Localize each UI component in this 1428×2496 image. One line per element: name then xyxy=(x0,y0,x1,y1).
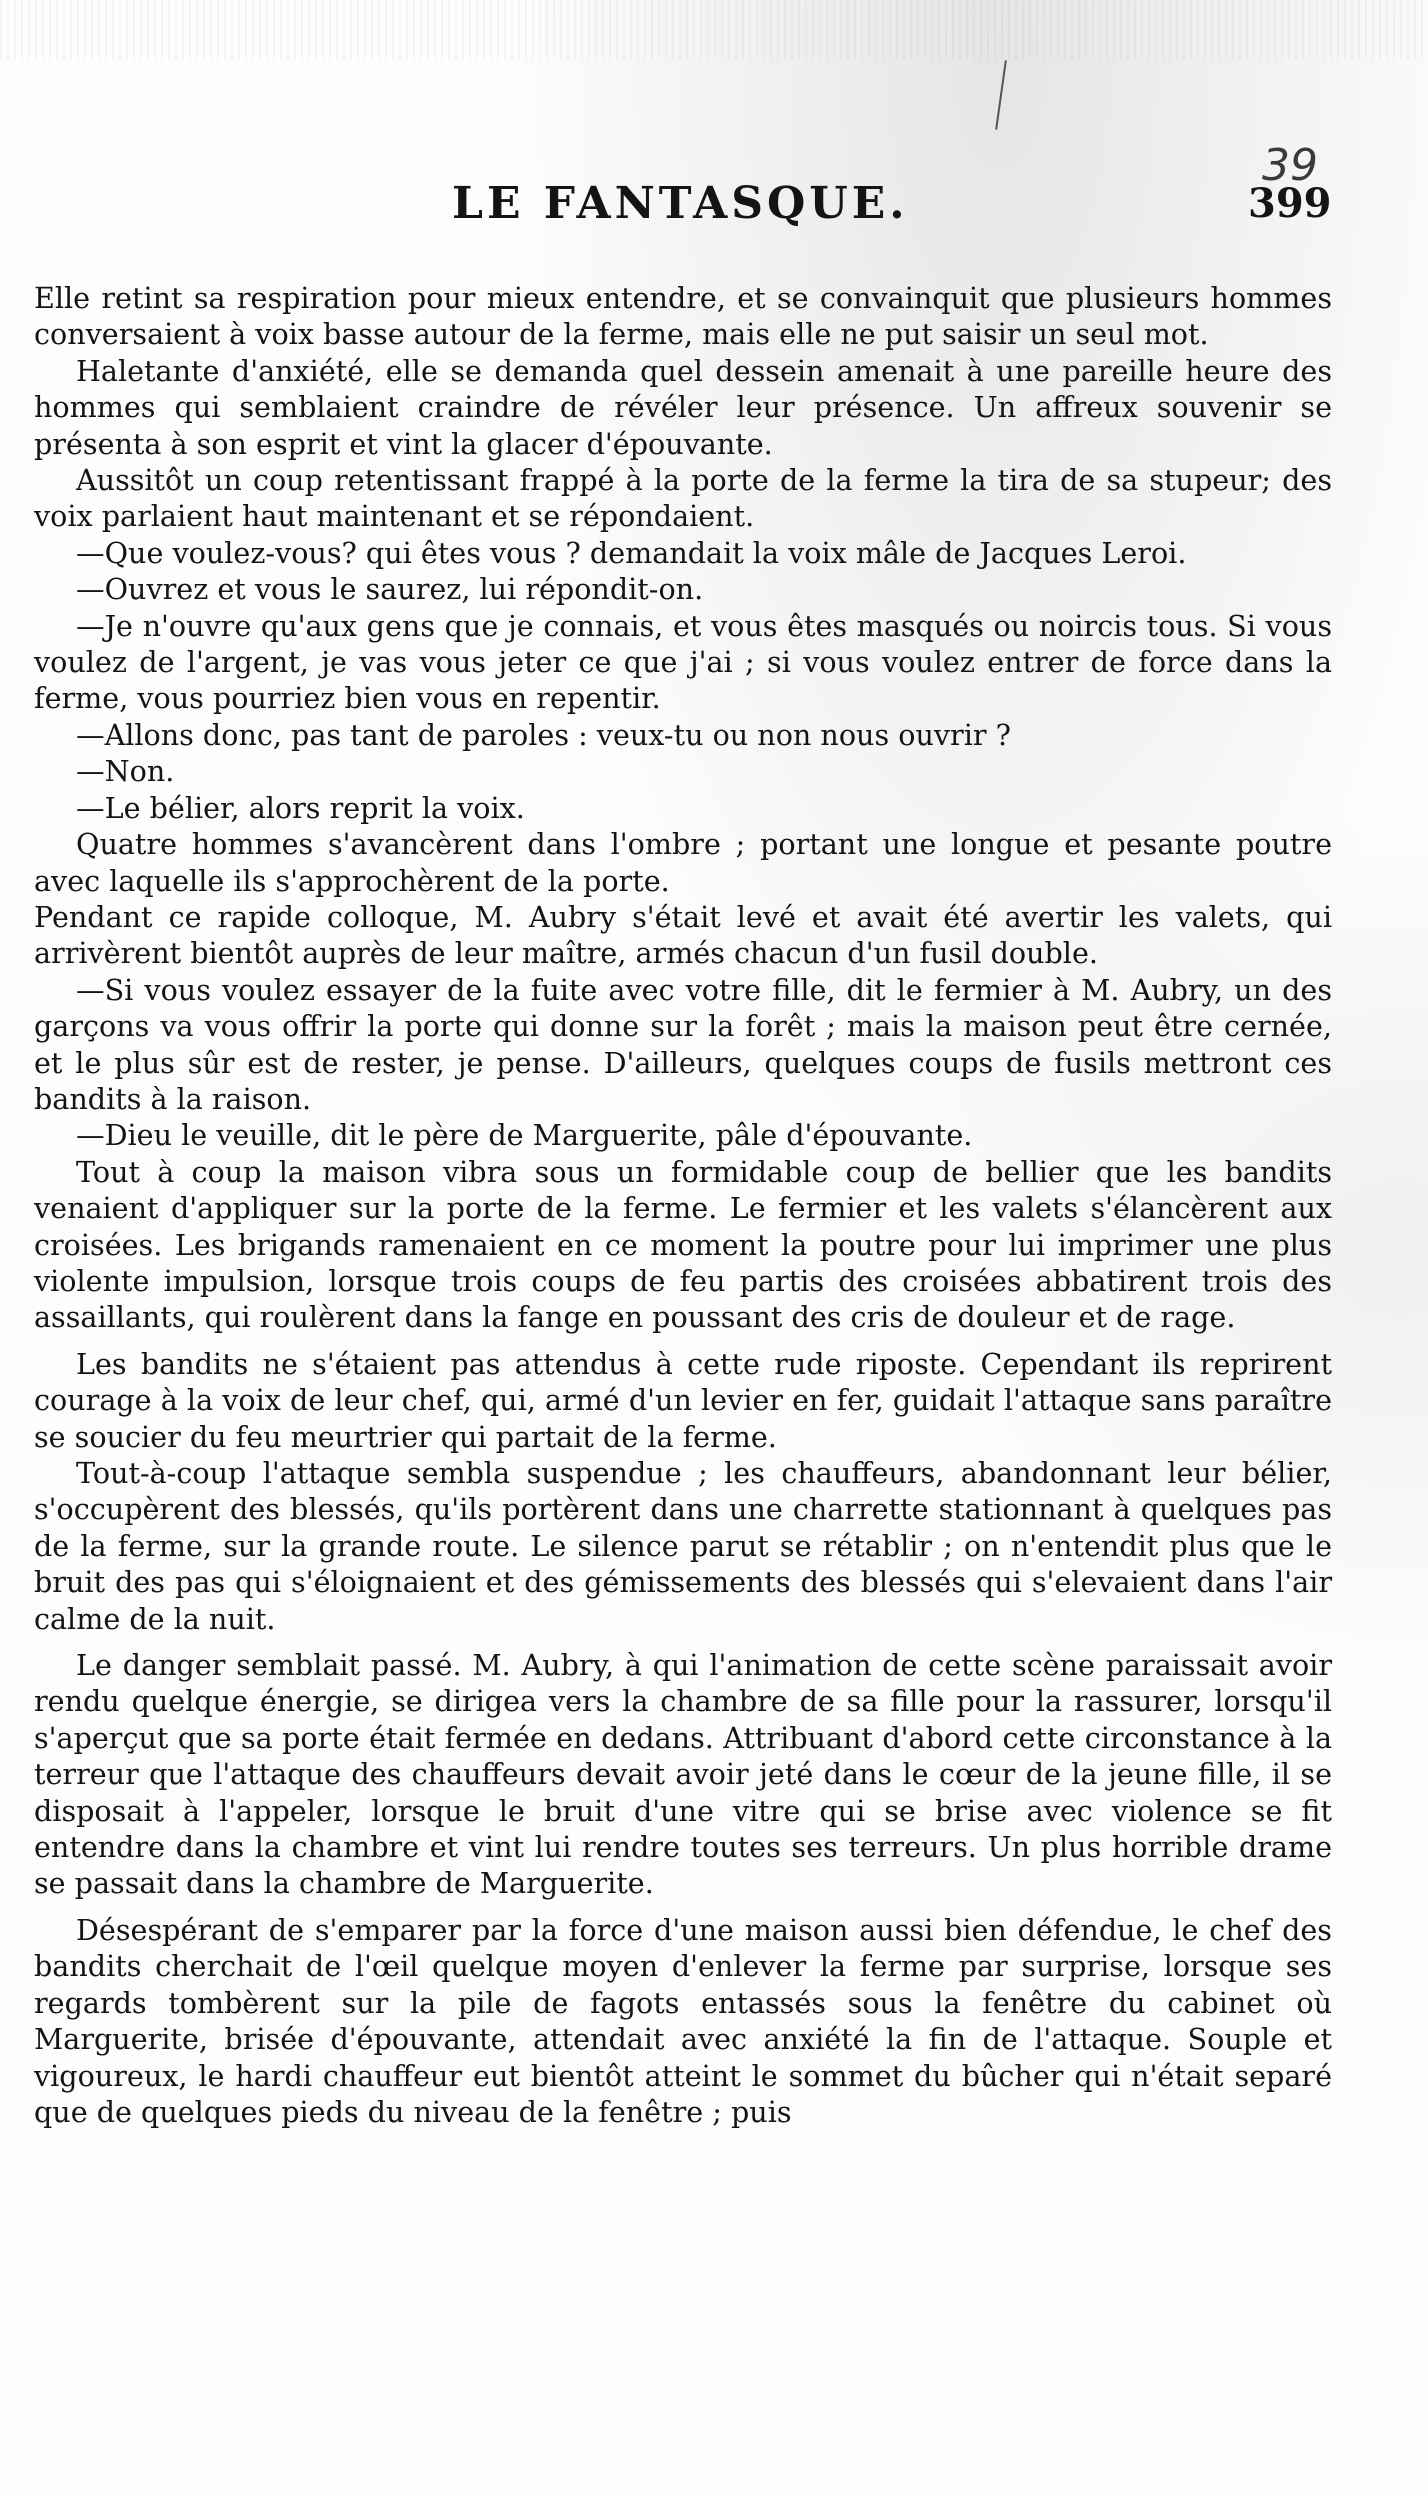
paragraph: —Ouvrez et vous le saurez, lui répondit-on. xyxy=(76,572,704,607)
paragraph: —Non. xyxy=(76,754,175,789)
paragraph: —Je n'ouvre qu'aux gens que je connais, et vous êtes masqués ou noircis tous. Si vous voulez de l'argent, je vas vous jeter ce que j'ai ; si vous voulez entrer de force dans la ferme, vous pourriez bien vous en repentir. xyxy=(34,608,1332,716)
paragraph: —Allons donc, pas tant de paroles : veux-tu ou non nous ouvrir ? xyxy=(76,717,1011,752)
page-number: 399 xyxy=(1248,180,1332,227)
paragraph: —Dieu le veuille, dit le père de Marguerite, pâle d'épouvante. xyxy=(76,1118,973,1153)
paragraph: —Le bélier, alors reprit la voix. xyxy=(76,790,525,825)
paragraph: Haletante d'anxiété, elle se demanda quel dessein amenait à une pareille heure des hommes qui semblaient craindre de révéler leur présence. Un affreux souvenir se présenta à son esprit et vint la glacer d'épouvante. xyxy=(34,353,1332,461)
paragraph: Pendant ce rapide colloque, M. Aubry s'était levé et avait été avertir les valets, qui arrivèrent bientôt auprès de leur maître, armés chacun d'un fusil double. xyxy=(34,899,1332,971)
paragraph: Désespérant de s'emparer par la force d'une maison aussi bien défendue, le chef des bandits cherchait de l'œil quelque moyen d'enlever la ferme par surprise, lorsque ses regards tombèrent sur la pile de fagots entassés sous la fenêtre du cabinet où Marguerite, brisée d'épouvante, attendait avec anxiété la fin de l'attaque. Souple et vigoureux, le hardi chauffeur eut bientôt atteint le sommet du bûcher qui n'était separé que de quelques pieds du niveau de la fenêtre ; puis xyxy=(34,1912,1332,2129)
paragraph: Aussitôt un coup retentissant frappé à la porte de la ferme la tira de sa stupeur; des voix parlaient haut maintenant et se répondaient. xyxy=(34,463,1332,534)
body-text xyxy=(34,280,1332,2130)
paragraph: Elle retint sa respiration pour mieux entendre, et se convainquit que plusieurs hommes conversaient à voix basse autour de la ferme, mais elle ne put saisir un seul mot. xyxy=(34,281,1332,352)
pencil-page-note: 39 xyxy=(1262,140,1318,191)
paragraph: Les bandits ne s'étaient pas attendus à cette rude riposte. Cependant ils reprirent courage à la voix de leur chef, qui, armé d'un levier en fer, guidait l'attaque sans paraître se soucier du feu meurtrier qui partait de la ferme. xyxy=(34,1346,1332,1454)
paragraph: Tout-à-coup l'attaque sembla suspendue ; les chauffeurs, abandonnant leur bélier, s'occupèrent des blessés, qu'ils portèrent dans une charrette stationnant à quelques pas de la ferme, sur la grande route. Le silence parut se rétablir ; on n'entendit plus que le bruit des pas qui s'éloignaient et des gémissements des blessés qui s'elevaient dans l'air calme de la nuit. xyxy=(34,1456,1332,1636)
running-head xyxy=(0,178,1428,238)
page-edge-speckle xyxy=(0,0,1428,60)
running-title: LE FANTASQUE. xyxy=(452,178,909,229)
pencil-tick-mark xyxy=(995,60,1007,130)
paragraph: —Si vous voulez essayer de la fuite avec votre fille, dit le fermier à M. Aubry, un des garçons va vous offrir la porte qui donne sur la forêt ; mais la maison peut être cernée, et le plus sûr est de rester, je pense. D'ailleurs, quelques coups de fusils mettront ces bandits à la raison. xyxy=(34,972,1332,1116)
paragraph: Tout à coup la maison vibra sous un formidable coup de bellier que les bandits venaient d'appliquer sur la porte de la ferme. Le fermier et les valets s'élancèrent aux croisées. Les brigands ramenaient en ce moment la poutre pour lui imprimer une plus violente impulsion, lorsque trois coups de feu partis des croisées abbatirent trois des assaillants, qui roulèrent dans la fange en poussant des cris de douleur et de rage. xyxy=(34,1154,1332,1335)
paragraph: Le danger semblait passé. M. Aubry, à qui l'animation de cette scène paraissait avoir rendu quelque énergie, se dirigea vers la chambre de sa fille pour la rassurer, lorsqu'il s'aperçut que sa porte était fermée en dedans. Attribuant d'abord cette circonstance à la terreur que l'attaque des chauffeurs devait avoir jeté dans le cœur de la jeune fille, il se disposait à l'appeler, lorsque le bruit d'une vitre qui se brise avec violence se fit entendre dans la chambre et vint lui rendre toutes ses terreurs. Un plus horrible drame se passait dans la chambre de Marguerite. xyxy=(34,1648,1332,1901)
paragraph: —Que voulez-vous? qui êtes vous ? demandait la voix mâle de Jacques Leroi. xyxy=(76,535,1187,570)
paragraph: Quatre hommes s'avancèrent dans l'ombre ; portant une longue et pesante poutre avec laquelle ils s'approchèrent de la porte. xyxy=(34,827,1332,898)
